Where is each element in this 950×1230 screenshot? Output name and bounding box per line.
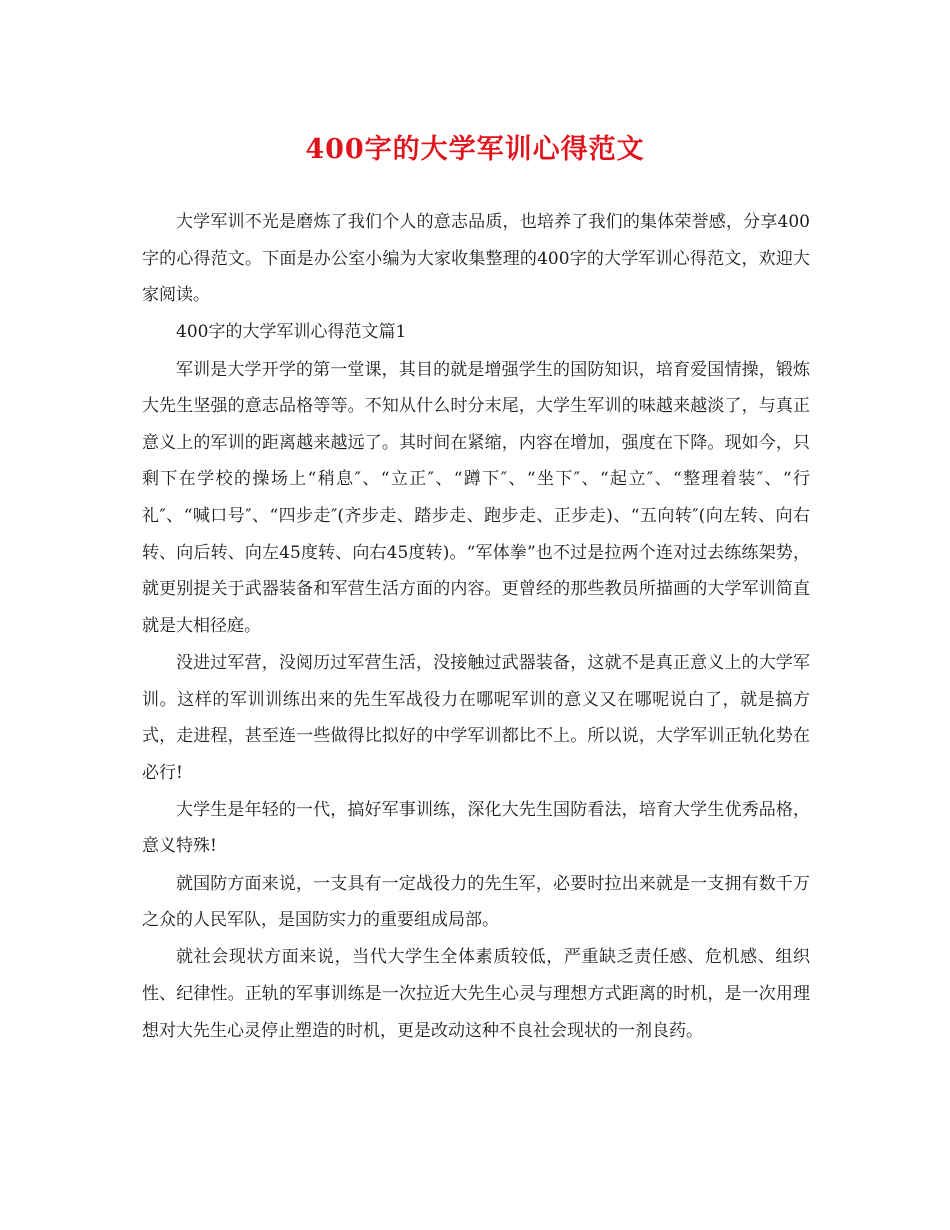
body-paragraph: 就国防方面来说，一支具有一定战役力的先生军，必要时拉出来就是一支拥有数千万之众的人民军队，是国防实力的重要组成局部。 [142,873,810,931]
intro-paragraph: 大学军训不光是磨炼了我们个人的意志品质，也培养了我们的集体荣誉感，分享400字的心得范文。下面是办公室小编为大家收集整理的400字的大学军训心得范文，欢迎大家阅读。 [142,212,810,306]
document-body [142,204,810,1050]
body-paragraph: 就社会现状方面来说，当代大学生全体素质较低，严重缺乏责任感、危机感、组织性、纪律性。正轨的军事训练是一次拉近大先生心灵与理想方式距离的时机，是一次用理想对大先生心灵停止塑造的时机，更是改动这种不良社会现状的一剂良药。 [142,947,810,1041]
body-paragraph: 大学生是年轻的一代，搞好军事训练，深化大先生国防看法，培育大学生优秀品格，意义特殊! [142,799,810,857]
body-paragraph: 军训是大学开学的第一堂课，其目的就是增强学生的国防知识，培育爱国情操，锻炼大先生坚强的意志品格等等。不知从什么时分末尾，大学生军训的味越来越淡了，与真正意义上的军训的距离越来越远了。其时间在紧缩，内容在增加，强度在下降。现如今，只剩下在学校的操场上“稍息″、“立正″、“蹲下″、“坐下″、“起立″、“整理着装″、“行礼″、“喊口号″、“四步走″(齐步走、踏步走、跑步走、正步走)、“五向转″(向左转、向右转、向后转、向左45度转、向右45度转)。“军体拳”也不过是拉两个连对过去练练架势，就更别提关于武器装备和军营生活方面的内容。更曾经的那些教员所描画的大学军训简直就是大相径庭。 [142,359,810,636]
section-heading: 400字的大学军训心得范文篇1 [176,322,407,343]
body-paragraph: 没进过军营，没阅历过军营生活，没接触过武器装备，这就不是真正意义上的大学军训。这样的军训训练出来的先生军战役力在哪呢军训的意义又在哪呢说白了，就是搞方式，走进程，甚至连一些做得比拟好的中学军训都比不上。所以说，大学军训正轨化势在必行! [142,652,810,783]
document-title: 400字的大学军训心得范文 [305,134,645,165]
